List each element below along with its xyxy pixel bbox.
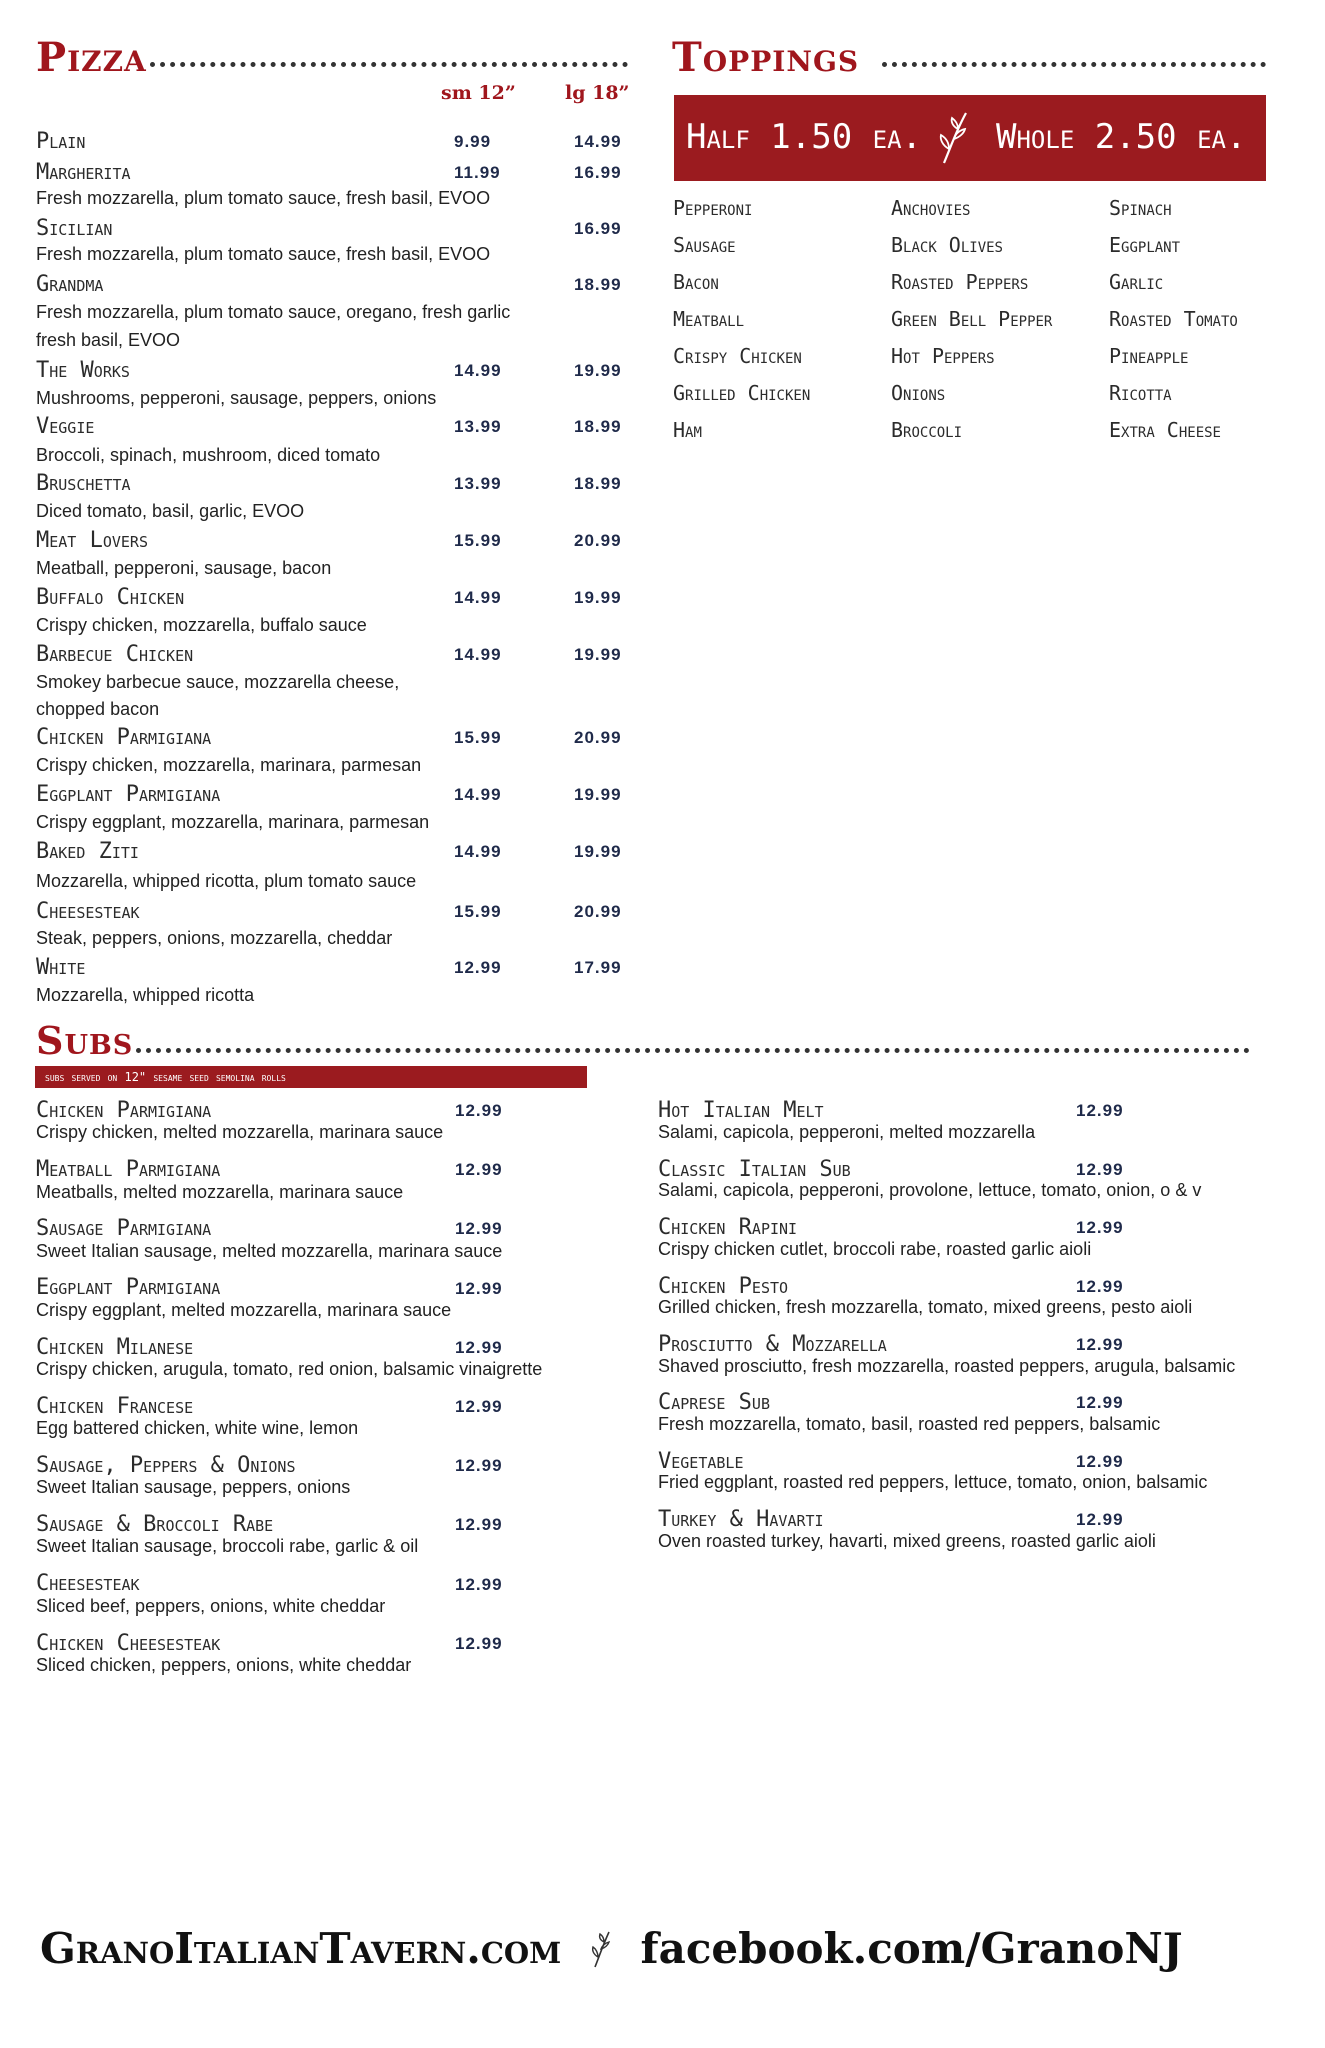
- item-name: Classic Italian Sub: [658, 1157, 851, 1182]
- item-price: 12.99: [455, 1456, 503, 1475]
- item-desc: Sweet Italian sausage, broccoli rabe, garlic & oil: [36, 1536, 419, 1556]
- sprig-icon: [936, 109, 972, 172]
- price-large: 18.99: [574, 417, 622, 436]
- topping-item: Garlic: [1109, 270, 1164, 294]
- item-price: 12.99: [1076, 1510, 1124, 1529]
- item-name: Cheesesteak: [36, 899, 140, 924]
- toppings-title-leader: [882, 62, 1266, 67]
- item-name: Margherita: [36, 160, 131, 185]
- price-large: 19.99: [574, 842, 622, 861]
- toppings-title: Toppings: [672, 34, 860, 81]
- price-large: 18.99: [574, 474, 622, 493]
- item-name: Meatball Parmigiana: [36, 1157, 221, 1182]
- item-desc: Fresh mozzarella, tomato, basil, roasted red peppers, balsamic: [658, 1414, 1161, 1434]
- item-name: Sausage, Peppers & Onions: [36, 1453, 296, 1478]
- half-price-label: Half 1.50 ea.: [686, 117, 923, 157]
- item-price: 12.99: [1076, 1160, 1124, 1179]
- subs-title: Subs: [36, 1018, 134, 1063]
- item-price: 12.99: [455, 1279, 503, 1298]
- item-name: Sausage & Broccoli Rabe: [36, 1512, 274, 1537]
- item-desc: Meatball, pepperoni, sausage, bacon: [36, 558, 332, 578]
- topping-item: Pineapple: [1109, 344, 1189, 368]
- item-name: Sicilian: [36, 216, 113, 241]
- price-large: 19.99: [574, 785, 622, 804]
- item-price: 12.99: [1076, 1335, 1124, 1354]
- topping-item: Pepperoni: [673, 196, 753, 220]
- price-large: 14.99: [574, 132, 622, 151]
- item-price: 12.99: [455, 1160, 503, 1179]
- price-small: 14.99: [454, 361, 502, 380]
- item-desc: Fresh mozzarella, plum tomato sauce, fresh basil, EVOO: [36, 188, 491, 208]
- topping-item: Onions: [891, 381, 946, 405]
- item-name: Barbecue Chicken: [36, 642, 194, 667]
- price-small: 9.99: [454, 132, 492, 151]
- item-desc: Smokey barbecue sauce, mozzarella cheese,: [36, 672, 400, 692]
- item-desc: Fresh mozzarella, plum tomato sauce, oregano, fresh garlic: [36, 302, 511, 322]
- pizza-size-small: sm 12”: [441, 82, 516, 104]
- topping-item: Meatball: [673, 307, 745, 331]
- item-desc: Crispy chicken, arugula, tomato, red onion, balsamic vinaigrette: [36, 1359, 543, 1379]
- item-price: 12.99: [455, 1338, 503, 1357]
- item-desc: Sliced chicken, peppers, onions, white cheddar: [36, 1655, 412, 1675]
- item-name: Grandma: [36, 272, 104, 297]
- item-name: Hot Italian Melt: [658, 1098, 824, 1123]
- whole-price-label: Whole 2.50 ea.: [996, 117, 1247, 157]
- item-desc-line2: fresh basil, EVOO: [36, 330, 181, 350]
- price-large: 18.99: [574, 275, 622, 294]
- topping-item: Eggplant: [1109, 233, 1181, 257]
- price-large: 20.99: [574, 728, 622, 747]
- subs-note-banner: [35, 1066, 587, 1088]
- item-desc: Meatballs, melted mozzarella, marinara sauce: [36, 1182, 404, 1202]
- subs-title-leader: [136, 1048, 1250, 1053]
- item-desc: Mushrooms, pepperoni, sausage, peppers, onions: [36, 388, 437, 408]
- topping-item: Crispy Chicken: [673, 344, 802, 368]
- price-large: 16.99: [574, 219, 622, 238]
- topping-item: Broccoli: [891, 418, 963, 442]
- item-desc: Mozzarella, whipped ricotta: [36, 985, 255, 1005]
- item-name: Chicken Francese: [36, 1394, 194, 1419]
- price-small: 13.99: [454, 474, 502, 493]
- item-desc: Sliced beef, peppers, onions, white cheddar: [36, 1596, 386, 1616]
- price-small: 12.99: [454, 958, 502, 977]
- topping-item: Extra Cheese: [1109, 418, 1221, 442]
- sprig-icon: [590, 1929, 612, 1976]
- item-price: 12.99: [1076, 1218, 1124, 1237]
- item-name: The Works: [36, 358, 130, 383]
- item-desc: Steak, peppers, onions, mozzarella, cheddar: [36, 928, 393, 948]
- toppings-price-banner: [674, 95, 1266, 181]
- price-small: 13.99: [454, 417, 502, 436]
- item-name: Eggplant Parmigiana: [36, 1275, 221, 1300]
- item-name: Veggie: [36, 414, 95, 439]
- price-large: 19.99: [574, 645, 622, 664]
- subs-note: subs served on 12" sesame seed semolina rolls: [45, 1070, 286, 1084]
- item-price: 12.99: [455, 1634, 503, 1653]
- item-price: 12.99: [1076, 1101, 1124, 1120]
- price-large: 20.99: [574, 531, 622, 550]
- topping-item: Bacon: [673, 270, 719, 294]
- item-name: Eggplant Parmigiana: [36, 782, 221, 807]
- item-name: Buffalo Chicken: [36, 585, 185, 610]
- price-large: 19.99: [574, 361, 622, 380]
- price-small: 14.99: [454, 785, 502, 804]
- item-name: Caprese Sub: [658, 1390, 770, 1415]
- footer: [40, 1924, 1183, 1976]
- item-name: White: [36, 955, 86, 980]
- item-price: 12.99: [455, 1101, 503, 1120]
- topping-item: Roasted Tomato: [1109, 307, 1238, 331]
- item-price: 12.99: [1076, 1393, 1124, 1412]
- pizza-title-leader: [150, 62, 628, 67]
- item-name: Chicken Milanese: [36, 1335, 194, 1360]
- item-name: Prosciutto & Mozzarella: [658, 1332, 887, 1357]
- price-large: 20.99: [574, 902, 622, 921]
- topping-item: Sausage: [673, 233, 736, 257]
- item-name: Chicken Parmigiana: [36, 1098, 212, 1123]
- item-desc: Crispy eggplant, melted mozzarella, marinara sauce: [36, 1300, 452, 1320]
- item-desc: Salami, capicola, pepperoni, melted mozzarella: [658, 1122, 1036, 1142]
- item-desc: Salami, capicola, pepperoni, provolone, lettuce, tomato, onion, o & v: [658, 1180, 1202, 1200]
- item-name: Cheesesteak: [36, 1571, 140, 1596]
- price-small: 14.99: [454, 645, 502, 664]
- item-name: Meat Lovers: [36, 528, 148, 553]
- item-name: Chicken Rapini: [658, 1215, 798, 1240]
- item-desc: Mozzarella, whipped ricotta, plum tomato sauce: [36, 871, 417, 891]
- item-desc: Crispy chicken, mozzarella, buffalo sauce: [36, 615, 367, 635]
- item-desc: Sweet Italian sausage, melted mozzarella, marinara sauce: [36, 1241, 503, 1261]
- item-desc: Diced tomato, basil, garlic, EVOO: [36, 501, 305, 521]
- topping-item: Black Olives: [891, 233, 1003, 257]
- item-name: Turkey & Havarti: [658, 1507, 824, 1532]
- item-name: Chicken Cheesesteak: [36, 1631, 221, 1656]
- price-small: 14.99: [454, 842, 502, 861]
- item-price: 12.99: [455, 1575, 503, 1594]
- topping-item: Spinach: [1109, 196, 1172, 220]
- topping-item: Roasted Peppers: [891, 270, 1029, 294]
- price-small: 15.99: [454, 531, 502, 550]
- item-name: Chicken Parmigiana: [36, 725, 212, 750]
- item-name: Vegetable: [658, 1449, 744, 1474]
- pizza-size-large: lg 18”: [565, 82, 630, 104]
- item-price: 12.99: [455, 1219, 503, 1238]
- item-desc: Crispy chicken, mozzarella, marinara, parmesan: [36, 755, 422, 775]
- item-name: Chicken Pesto: [658, 1274, 789, 1299]
- item-name: Baked Ziti: [36, 839, 139, 864]
- topping-item: Green Bell Pepper: [891, 307, 1053, 331]
- topping-item: Hot Peppers: [891, 344, 995, 368]
- item-name: Sausage Parmigiana: [36, 1216, 212, 1241]
- item-desc: Sweet Italian sausage, peppers, onions: [36, 1477, 351, 1497]
- topping-item: Ham: [673, 418, 702, 442]
- item-price: 12.99: [1076, 1452, 1124, 1471]
- topping-item: Grilled Chicken: [673, 381, 811, 405]
- topping-item: Ricotta: [1109, 381, 1172, 405]
- item-price: 12.99: [455, 1515, 503, 1534]
- item-desc: Fried eggplant, roasted red peppers, lettuce, tomato, onion, balsamic: [658, 1472, 1208, 1492]
- price-small: 15.99: [454, 728, 502, 747]
- price-small: 15.99: [454, 902, 502, 921]
- item-desc: Oven roasted turkey, havarti, mixed greens, roasted garlic aioli: [658, 1531, 1156, 1551]
- item-desc: Crispy chicken, melted mozzarella, marinara sauce: [36, 1122, 444, 1142]
- item-name: Bruschetta: [36, 471, 131, 496]
- price-large: 16.99: [574, 163, 622, 182]
- item-desc: Broccoli, spinach, mushroom, diced tomato: [36, 445, 381, 465]
- item-desc-line2: chopped bacon: [36, 699, 160, 719]
- item-price: 12.99: [455, 1397, 503, 1416]
- item-desc: Egg battered chicken, white wine, lemon: [36, 1418, 359, 1438]
- item-desc: Crispy eggplant, mozzarella, marinara, parmesan: [36, 812, 430, 832]
- price-large: 17.99: [574, 958, 622, 977]
- facebook-link[interactable]: facebook.com/GranoNJ: [640, 1924, 1183, 1973]
- item-desc: Fresh mozzarella, plum tomato sauce, fresh basil, EVOO: [36, 244, 491, 264]
- price-small: 11.99: [454, 163, 501, 182]
- topping-item: Anchovies: [891, 196, 971, 220]
- pizza-title: Pizza: [36, 34, 147, 81]
- item-name: Plain: [36, 129, 86, 154]
- item-desc: Crispy chicken cutlet, broccoli rabe, roasted garlic aioli: [658, 1239, 1092, 1259]
- price-small: 14.99: [454, 588, 502, 607]
- item-desc: Shaved prosciutto, fresh mozzarella, roasted peppers, arugula, balsamic: [658, 1356, 1236, 1376]
- item-price: 12.99: [1076, 1277, 1124, 1296]
- item-desc: Grilled chicken, fresh mozzarella, tomato, mixed greens, pesto aioli: [658, 1297, 1193, 1317]
- price-large: 19.99: [574, 588, 622, 607]
- website-link[interactable]: GranoItalianTavern.com: [40, 1924, 562, 1973]
